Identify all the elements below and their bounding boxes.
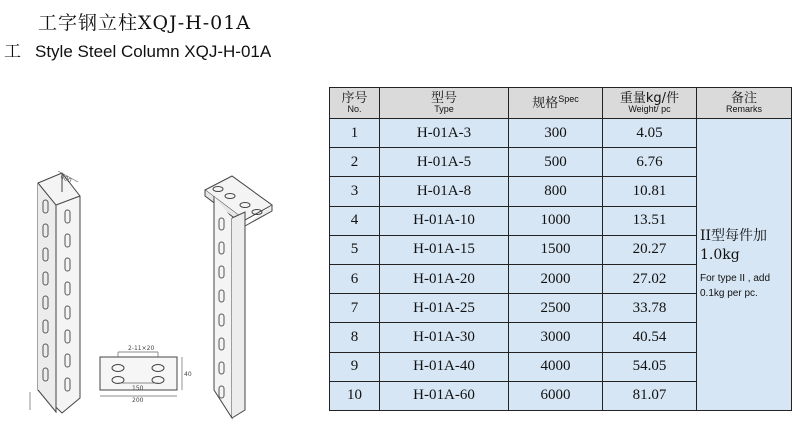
- header-remarks: [697, 88, 792, 119]
- cell-weight: 33.78: [603, 294, 697, 323]
- header-weight: [603, 88, 697, 119]
- cell-weight: 6.76: [603, 148, 697, 177]
- cell-spec: 4000: [509, 352, 603, 381]
- cell-type: H-01A-40: [380, 352, 509, 381]
- dim-width-label: 400: [59, 173, 73, 185]
- dim-200-label: 200: [132, 397, 144, 404]
- cell-spec: 3000: [509, 323, 603, 352]
- header-type-cn: 型号: [430, 91, 457, 106]
- header-no-en: No.: [347, 104, 362, 114]
- cell-no: 5: [330, 235, 380, 264]
- cell-no: 3: [330, 177, 380, 206]
- remarks-en-line1: For type II , add: [700, 273, 771, 285]
- header-no: [330, 88, 380, 119]
- cell-weight: 20.27: [603, 235, 697, 264]
- table-header-row: [330, 88, 792, 119]
- remarks-cn-line1: II型每件加: [700, 228, 768, 245]
- cell-weight: 81.07: [603, 381, 697, 410]
- header-type: [380, 88, 509, 119]
- dim-150-label: 150: [132, 385, 144, 392]
- header-weight-cn: 重量kg/件: [619, 91, 680, 106]
- cell-type: H-01A-25: [380, 294, 509, 323]
- channel-column-drawing: [30, 171, 80, 413]
- remarks-cn-line2: 1.0kg: [700, 247, 740, 264]
- header-weight-en: Weight/ pc: [628, 104, 671, 114]
- cell-type: H-01A-30: [380, 323, 509, 352]
- cell-no: 6: [330, 264, 380, 293]
- cell-no: 8: [330, 323, 380, 352]
- cell-spec: 6000: [509, 381, 603, 410]
- cell-spec: 800: [509, 177, 603, 206]
- cell-spec: 1500: [509, 235, 603, 264]
- cell-remarks: [697, 119, 792, 411]
- subtitle-prefix: 工: [4, 42, 21, 62]
- header-spec-cn: 规格: [532, 96, 559, 111]
- cell-type: H-01A-60: [380, 381, 509, 410]
- dim-slot-label: 2-11×20: [128, 345, 155, 352]
- cell-spec: 300: [509, 119, 603, 148]
- cell-spec: 2500: [509, 294, 603, 323]
- cell-no: 10: [330, 381, 380, 410]
- cell-no: 2: [330, 148, 380, 177]
- cell-no: 7: [330, 294, 380, 323]
- cell-weight: 10.81: [603, 177, 697, 206]
- header-spec-en: Spec: [558, 94, 579, 104]
- remarks-en-line2: 0.1kg per pc.: [700, 288, 758, 300]
- column-drawing: [0, 160, 320, 425]
- cell-weight: 40.54: [603, 323, 697, 352]
- cell-spec: 2000: [509, 264, 603, 293]
- cell-weight: 27.02: [603, 264, 697, 293]
- subtitle-text: Style Steel Column XQJ-H-01A: [35, 42, 272, 61]
- cell-type: H-01A-5: [380, 148, 509, 177]
- dim-40-label: 40: [184, 371, 192, 378]
- cell-weight: 54.05: [603, 352, 697, 381]
- cell-weight: 4.05: [603, 119, 697, 148]
- header-remarks-cn: 备注: [730, 91, 757, 106]
- page-title: 工字钢立柱XQJ-H-01A: [38, 12, 252, 34]
- cell-type: H-01A-20: [380, 264, 509, 293]
- cell-weight: 13.51: [603, 206, 697, 235]
- cell-no: 1: [330, 119, 380, 148]
- cell-type: H-01A-15: [380, 235, 509, 264]
- table-row: [330, 119, 792, 148]
- spec-table: [329, 87, 792, 411]
- plate-column-drawing: [205, 176, 272, 418]
- cell-spec: 1000: [509, 206, 603, 235]
- header-type-en: Type: [434, 104, 454, 114]
- header-spec: [509, 88, 603, 119]
- cell-type: H-01A-3: [380, 119, 509, 148]
- header-remarks-en: Remarks: [725, 104, 762, 114]
- cell-no: 9: [330, 352, 380, 381]
- page-subtitle: [4, 37, 271, 62]
- cell-spec: 500: [509, 148, 603, 177]
- header-no-cn: 序号: [341, 91, 368, 106]
- cell-type: H-01A-8: [380, 177, 509, 206]
- cell-no: 4: [330, 206, 380, 235]
- cell-type: H-01A-10: [380, 206, 509, 235]
